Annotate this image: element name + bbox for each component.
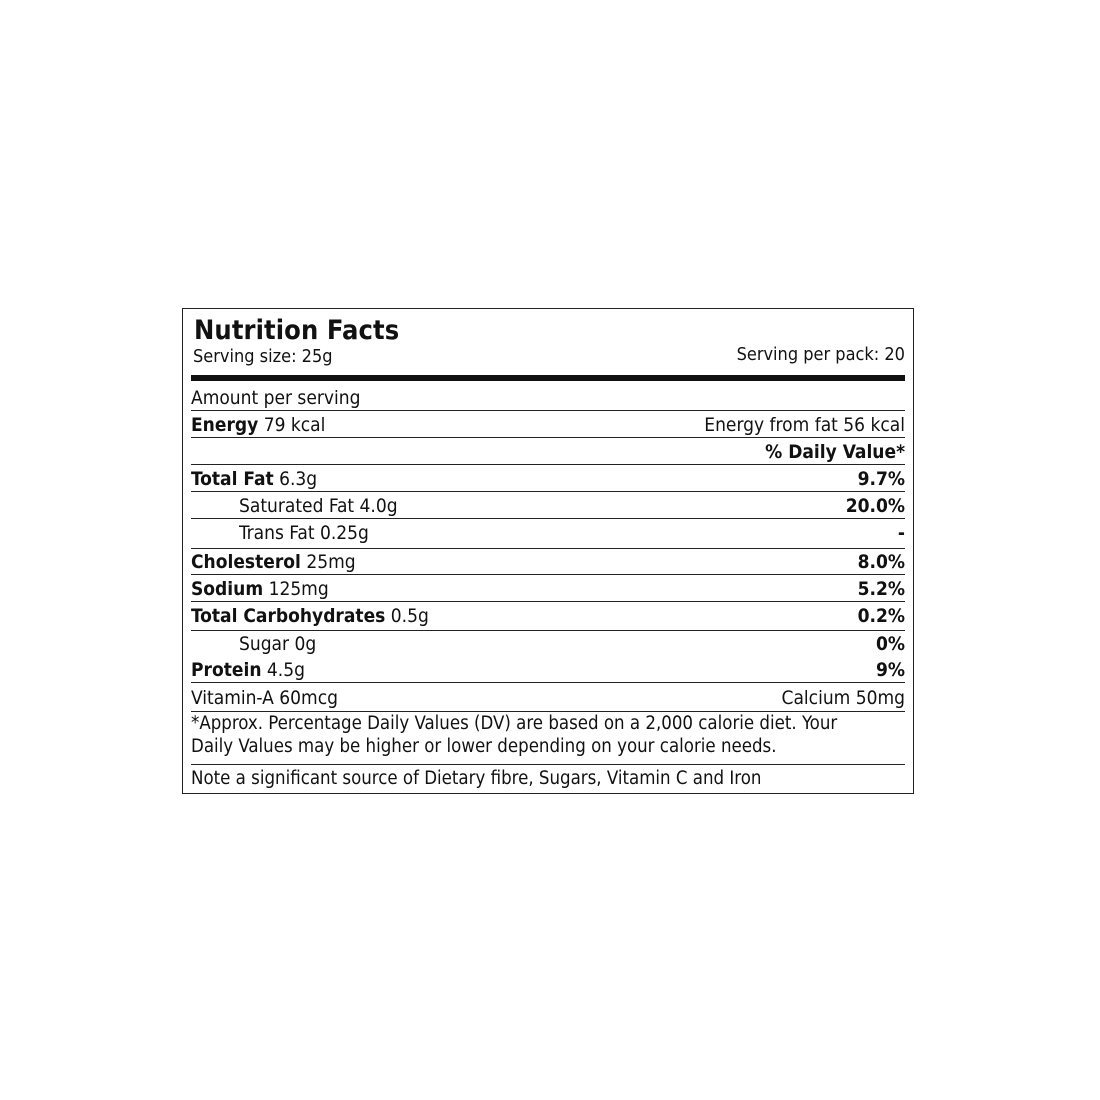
nutrient-row-trans-fat <box>191 520 905 549</box>
vitamin-a: Vitamin-A 60mcg <box>191 687 338 709</box>
nutrient-name: Sugar 0g <box>239 633 317 655</box>
nutrient-amount: 25mg <box>300 551 356 573</box>
daily-value-header-row <box>191 439 905 465</box>
nutrition-facts-label <box>182 308 914 794</box>
daily-value-header: % Daily Value* <box>765 441 905 463</box>
nutrient-row-total-fat <box>191 466 905 492</box>
nutrient-dv: 9% <box>875 659 905 681</box>
nutrient-row-cholesterol <box>191 549 905 575</box>
nutrient-dv: 5.2% <box>857 578 905 600</box>
daily-value-footnote <box>191 712 905 765</box>
nutrient-dv: 8.0% <box>857 551 905 573</box>
nutrient-dv: - <box>897 522 905 544</box>
label-content <box>191 309 905 793</box>
nutrient-dv: 0% <box>875 633 905 655</box>
nutrient-amount: 125mg <box>263 578 329 600</box>
nutrient-name: Protein <box>191 659 262 681</box>
energy-row <box>191 412 905 438</box>
amount-per-serving-row <box>191 385 905 411</box>
calcium: Calcium 50mg <box>781 687 905 709</box>
serving-size: Serving size: 25g <box>193 346 333 367</box>
vitamins-row <box>191 685 905 712</box>
nutrient-name: Cholesterol <box>191 551 301 573</box>
nutrient-amount: 6.3g <box>273 468 318 490</box>
nutrient-dv: 9.7% <box>857 468 905 490</box>
footnote-line-1: *Approx. Percentage Daily Values (DV) are based on a 2,000 calorie diet. Your <box>191 713 838 734</box>
energy-value: 79 kcal <box>258 414 326 436</box>
nutrient-row-saturated-fat <box>191 493 905 519</box>
significant-source-note: Note a significant source of Dietary fibre, Sugars, Vitamin C and Iron <box>191 768 762 789</box>
nutrient-row-sodium <box>191 576 905 602</box>
nutrient-row-protein <box>191 657 905 683</box>
energy-from-fat: Energy from fat 56 kcal <box>704 414 905 436</box>
serving-per-pack: Serving per pack: 20 <box>736 344 905 365</box>
label-title: Nutrition Facts <box>194 315 400 346</box>
nutrient-name: Total Carbohydrates <box>191 605 386 627</box>
nutrient-row-total-carbohydrates <box>191 603 905 631</box>
footnote-line-2: Daily Values may be higher or lower depending on your calorie needs. <box>191 736 777 757</box>
nutrient-dv: 20.0% <box>845 495 905 517</box>
nutrient-amount: 4.5g <box>261 659 305 681</box>
nutrient-name: Sodium <box>191 578 264 600</box>
nutrient-row-sugar <box>191 631 905 657</box>
nutrient-name: Total Fat <box>191 468 274 490</box>
amount-per-serving: Amount per serving <box>191 387 361 409</box>
thick-divider <box>191 375 905 381</box>
nutrient-name: Trans Fat 0.25g <box>239 522 369 544</box>
energy-label: Energy <box>191 414 259 436</box>
nutrient-name: Saturated Fat 4.0g <box>239 495 398 517</box>
nutrient-amount: 0.5g <box>385 605 429 627</box>
nutrient-dv: 0.2% <box>857 605 905 627</box>
